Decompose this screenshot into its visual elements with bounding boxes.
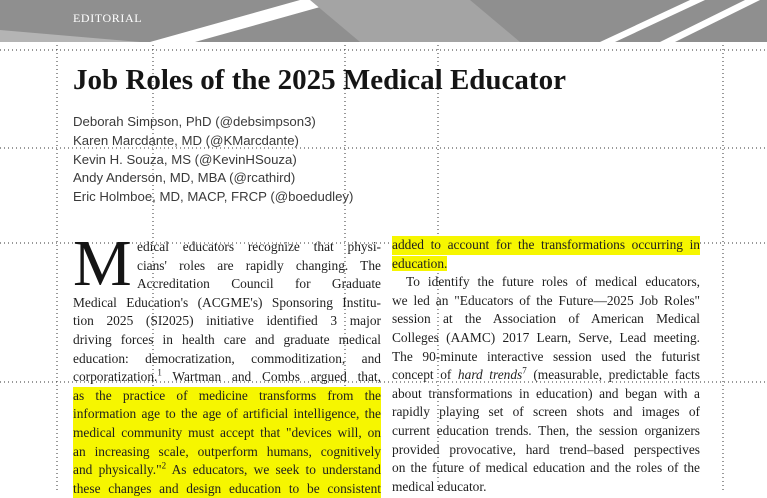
text-line [392, 255, 700, 274]
highlighted-text-run: education. [392, 255, 448, 271]
text-line: provided provocative, hard trend–based perspectives [392, 441, 700, 457]
text-line: Accreditation Council for Graduate [137, 276, 381, 292]
author-line: Andy Anderson, MD, MBA (@rcathird) [73, 170, 296, 186]
text-line: tion 2025 (SI2025) initiative identified 3 major [73, 313, 381, 329]
section-banner [0, 0, 767, 42]
highlighted-text-line: as the practice of medicine transforms from the [73, 387, 381, 406]
author-line: Eric Holmboe, MD, MACP, FRCP (@boedudley) [73, 189, 354, 205]
body-column-left [73, 227, 381, 498]
highlighted-text-line: medical community must accept that "devices will, on [73, 424, 381, 443]
highlighted-text-line: these changes and design education to be consistent [73, 480, 381, 498]
text-line: Medical Education's (ACGME's) Sponsoring Institu- [73, 294, 381, 310]
text-line: on the future of medical education and the roles of the [392, 460, 700, 476]
text-line: cians' roles are rapidly changing. The [137, 257, 381, 273]
author-line: Deborah Simpson, PhD (@debsimpson3) [73, 114, 316, 129]
text-line: about transformations in education) and began with a [392, 385, 700, 401]
text-line: we led an "Educators of the Future—2025 Job Roles" [392, 292, 700, 308]
author-line: Karen Marcdante, MD (@KMarcdante) [73, 132, 299, 148]
text-line: Colleges (AAMC) 2017 Learn, Serve, Lead meeting. [392, 329, 700, 345]
citation-superscript: 1 [157, 367, 162, 378]
author-list [73, 113, 353, 207]
highlighted-text-line [73, 461, 381, 480]
text-run: Wartman and Combs argued that, [161, 369, 381, 385]
text-line: current education trends. Then, the session organizers [392, 422, 700, 438]
text-run: concept of [392, 367, 458, 383]
text-line: To identify the future roles of medical educators, [406, 274, 700, 290]
text-line: education: democratization, commoditization, and [73, 350, 381, 366]
highlighted-text-line: added to account for the transformations occurring in [392, 236, 700, 255]
text-run: and physically." [73, 462, 162, 478]
text-line: session at the Association of American Medical [392, 311, 700, 327]
text-line: driving forces in health care and graduate medical [73, 331, 381, 347]
section-label: EDITORIAL [73, 11, 143, 25]
highlighted-text-line: an increasing scale, outperform humans, cognitively [73, 443, 381, 462]
article-title: Job Roles of the 2025 Medical Educator [73, 64, 566, 96]
citation-superscript: 2 [161, 460, 167, 471]
text-run: (measurable, predictable facts [526, 367, 700, 383]
text-line [73, 368, 381, 387]
author-line: Kevin H. Souza, MS (@KevinHSouza) [73, 151, 297, 167]
text-line: medical educator. [392, 478, 487, 494]
text-line [392, 366, 700, 385]
text-line: edical educators recognize that physi- [137, 239, 381, 254]
body-column-right [392, 236, 700, 496]
text-run: As educators, we seek to understand [166, 462, 381, 478]
text-line: rapidly playing set of screen shots and images of [392, 404, 700, 420]
text-run: corporatization. [73, 369, 158, 385]
italic-term: hard trends [457, 367, 523, 383]
highlighted-text-line: information age to the age of artificial intelligence, the [73, 405, 381, 424]
text-line: The 90-minute interactive session used the futurist [392, 348, 700, 364]
citation-superscript: 7 [522, 365, 527, 376]
drop-cap: M [73, 227, 132, 300]
